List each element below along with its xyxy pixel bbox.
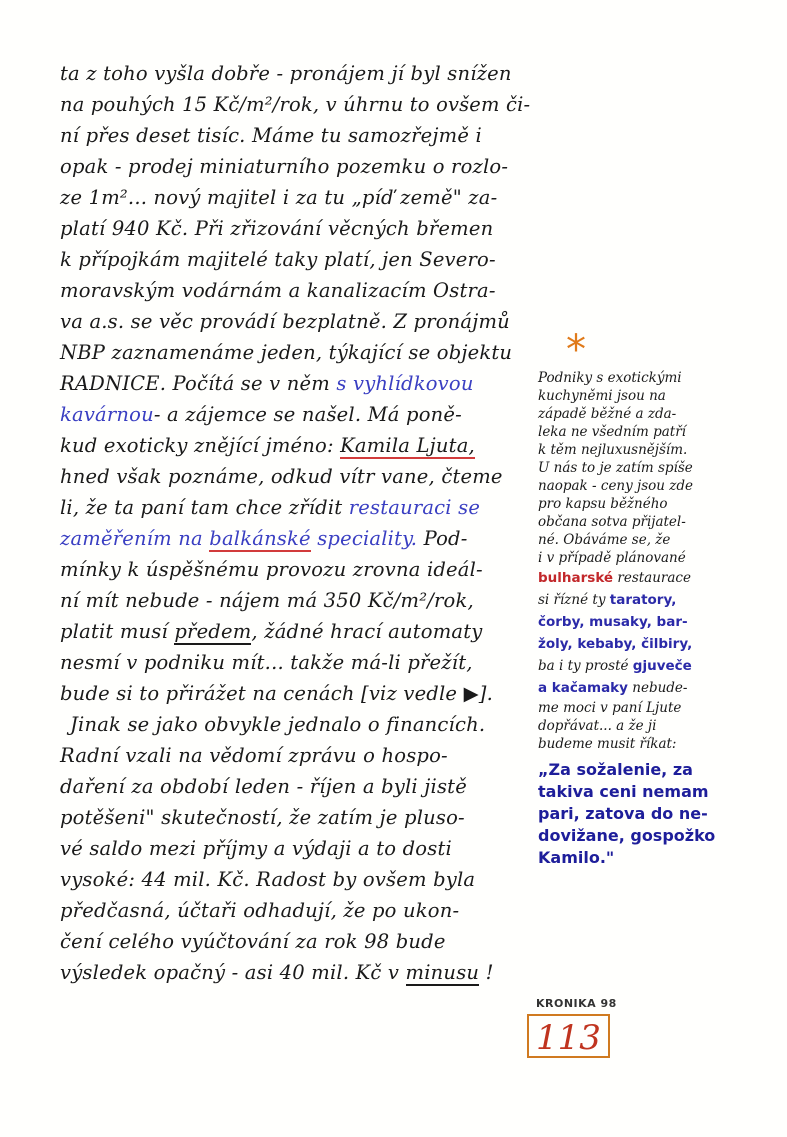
text-line (60, 527, 468, 550)
underlined-name: Kamila Ljuta, (340, 434, 475, 457)
text-line: vysoké: 44 mil. Kč. Radost by ovšem byla (60, 868, 476, 891)
text-line: ta z toho vyšla dobře - pronájem jí byl snížen (60, 62, 512, 85)
text-line: k přípojkám majitelé taky platí, jen Severo- (60, 248, 496, 271)
side-note-line: čorby, musaky, bar- (538, 614, 688, 630)
dish-name: a kačamaky (538, 680, 628, 696)
side-note-line: občana sotva přijatel- (538, 514, 686, 530)
side-note-line (538, 592, 676, 608)
highlight-blue-text: zaměřením na (60, 527, 203, 550)
text-line: Jinak se jako obvykle jednalo o financích. (70, 713, 486, 736)
text-line: nesmí v podniku mít... takže má-li přežít, (60, 651, 473, 674)
text-line: va a.s. se věc provádí bezplatně. Z pronájmů (60, 310, 510, 333)
side-note-line: naopak - ceny jsou zde (538, 478, 694, 494)
text-line: Radní vzali na vědomí zprávu o hospo- (60, 744, 448, 767)
text-segment: restaurace (617, 570, 691, 586)
asterisk-icon: * (566, 327, 586, 373)
text-line (60, 496, 480, 519)
text-segment: nebude- (632, 680, 688, 696)
dish-name: gjuveče (632, 658, 692, 674)
text-segment: platit musí (60, 620, 168, 643)
text-line: NBP zaznamenáme jeden, týkající se objektu (60, 341, 513, 364)
quote-line: dovižane, gospožko (538, 826, 716, 845)
highlight-blue-text: restauraci se (348, 496, 481, 519)
text-line: ní přes deset tisíc. Máme tu samozřejmě i (60, 124, 482, 147)
dish-name: taratory, (609, 592, 677, 608)
text-segment: kud exoticky znějící jméno: (60, 434, 334, 457)
text-segment: li, že ta paní tam chce zřídit (60, 496, 343, 519)
underlined-word: minusu (405, 961, 480, 984)
side-note-line: budeme musit říkat: (538, 736, 677, 752)
text-line (60, 961, 494, 984)
side-note-line: k těm nejluxusnějším. (538, 442, 688, 458)
highlight-blue-text: speciality. (317, 527, 418, 550)
side-note-line (538, 570, 691, 586)
text-line: vé saldo mezi příjmy a výdaji a to dosti (60, 837, 452, 860)
underlined-blue-text: balkánské (209, 527, 311, 550)
side-note-line: U nás to je zatím spíše (538, 460, 693, 476)
underlined-word: předem (174, 620, 252, 643)
text-line: předčasná, účtaři odhadují, že po ukon- (60, 899, 460, 922)
text-line (60, 372, 474, 395)
side-note-line: Podniky s exotickými (538, 370, 682, 386)
text-segment: ba i ty prosté (538, 658, 629, 674)
chronicle-label: KRONIKA 98 (536, 997, 617, 1010)
text-line: potěšeni" skutečností, že zatím je pluso- (60, 806, 465, 829)
text-line: na pouhých 15 Kč/m²/rok, v úhrnu to ovšem či- (60, 93, 531, 116)
side-note-line: leka ne všedním patří (538, 424, 686, 440)
text-line: ní mít nebude - nájem má 350 Kč/m²/rok, (60, 589, 474, 612)
text-line: bude si to přirážet na cenách [viz vedle ▶]. (60, 682, 493, 705)
highlight-blue-text: s vyhlídkovou (336, 372, 474, 395)
quote-line: pari, zatova do ne- (538, 804, 708, 823)
text-segment: , žádné hrací automaty (251, 620, 483, 643)
quote-line: Kamilo." (538, 848, 615, 867)
text-line: čení celého vyúčtování za rok 98 bude (60, 930, 446, 953)
side-note-line: né. Obáváme se, že (538, 532, 671, 548)
side-note-line: kuchyněmi jsou na (538, 388, 666, 404)
text-line: mínky k úspěšnému provozu zrovna ideál- (60, 558, 483, 581)
page-number-box (527, 1014, 610, 1058)
text-line: hned však poznáme, odkud vítr vane, čteme (60, 465, 503, 488)
quote-line: „Za sožalenie, za (538, 760, 693, 779)
highlight-red-text: bulharské (538, 570, 614, 586)
side-note-line (538, 658, 692, 674)
text-segment: - a zájemce se našel. Má poně- (153, 403, 462, 426)
page-number: 113 (536, 1018, 601, 1058)
side-note-line: západě běžné a zda- (538, 406, 677, 422)
text-segment: si řízné ty (538, 592, 606, 608)
text-line: opak - prodej miniaturního pozemku o rozlo- (60, 155, 509, 178)
quote-line: takiva ceni nemam (538, 782, 709, 801)
side-note-line: pro kapsu běžného (538, 496, 668, 512)
text-segment: ! (485, 961, 494, 984)
text-line: ze 1m²... nový majitel i za tu „píď země" za- (60, 186, 498, 209)
text-segment: RADNICE. Počítá se v něm (60, 372, 330, 395)
highlight-blue-text: kavárnou (60, 403, 154, 426)
text-line: moravským vodárnám a kanalizacím Ostra- (60, 279, 496, 302)
text-line (60, 403, 462, 426)
text-line (60, 620, 483, 643)
side-note-line: me moci v paní Ljute (538, 700, 682, 716)
text-line: platí 940 Kč. Při zřizování věcných břemen (60, 217, 494, 240)
text-segment: Pod- (423, 527, 468, 550)
side-note-line: žoly, kebaby, čilbiry, (538, 636, 693, 652)
text-line: daření za období leden - říjen a byli jistě (60, 775, 467, 798)
side-note-line: i v případě plánované (538, 550, 686, 566)
side-note-line (538, 680, 687, 696)
text-line (60, 434, 475, 457)
side-note-line: dopřávat... a že ji (538, 718, 657, 734)
text-segment: výsledek opačný - asi 40 mil. Kč v (60, 961, 400, 984)
